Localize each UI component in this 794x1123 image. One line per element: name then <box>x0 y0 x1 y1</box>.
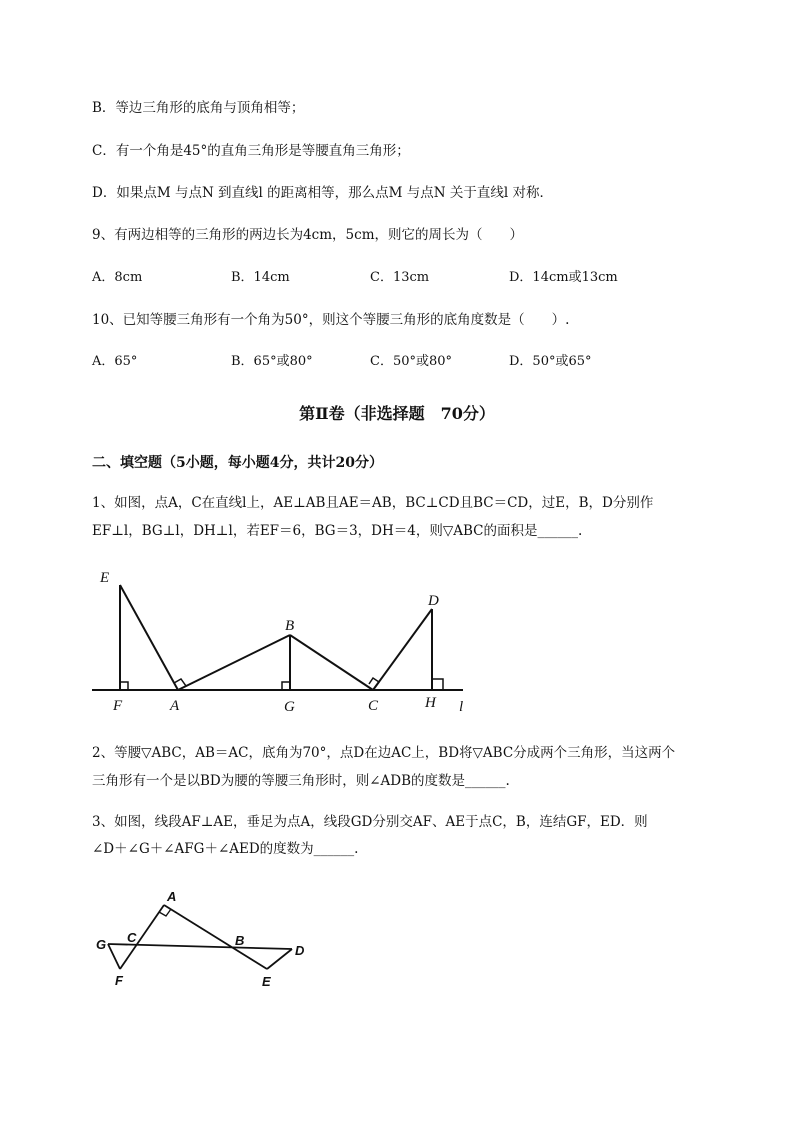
q8-option-c: C．有一个角是45°的直角三角形是等腰直角三角形； <box>92 143 410 159</box>
label-b: B <box>235 933 245 948</box>
part2-title: 第Ⅱ卷（非选择题 70分） <box>299 404 495 423</box>
right-angle-g <box>282 682 290 690</box>
label-a: A <box>170 698 180 714</box>
q10-option-c: C．50°或80° <box>370 354 453 369</box>
q10-option-b: B．65°或80° <box>231 354 313 369</box>
label-e: E <box>262 974 271 989</box>
label-h: H <box>425 695 436 711</box>
fill3-line1: 3、如图，线段AF⊥AE，垂足为点A，线段GD分别交AF、AE于点C，B，连结GF，ED．则 <box>92 814 648 830</box>
label-b: B <box>285 618 295 634</box>
figure-1 <box>88 565 478 715</box>
label-d: D <box>428 593 439 609</box>
label-f: F <box>113 698 123 714</box>
figure-2 <box>92 885 322 995</box>
q9-option-d: D．14cm或13cm <box>509 270 618 285</box>
segment-bc <box>290 635 373 690</box>
q9-stem: 9、有两边相等的三角形的两边长为4cm，5cm，则它的周长为（ ） <box>92 227 523 243</box>
q9-option-a: A．8cm <box>92 270 143 285</box>
fill2-line2: 三角形有一个是以BD为腰的等腰三角形时，则∠ADB的度数是______. <box>92 773 510 789</box>
fill1-line2: EF⊥l，BG⊥l，DH⊥l，若EF＝6，BG＝3，DH＝4，则▽ABC的面积是______. <box>92 523 583 539</box>
label-c: C <box>127 930 137 945</box>
segment-cd <box>373 609 432 690</box>
label-d: D <box>295 943 305 958</box>
label-g: G <box>96 937 107 952</box>
q10-option-a: A．65° <box>92 354 138 369</box>
right-angle-h <box>432 679 443 690</box>
segment-gf <box>108 944 120 969</box>
right-angle-f <box>120 682 128 690</box>
section2-heading: 二、填空题（5小题，每小题4分，共计20分） <box>92 455 383 471</box>
q8-option-d: D．如果点M 与点N 到直线l 的距离相等，那么点M 与点N 关于直线l 对称． <box>92 185 553 201</box>
segment-ed <box>267 949 292 969</box>
label-f: F <box>115 973 123 988</box>
q10-stem: 10、已知等腰三角形有一个角为50°，则这个等腰三角形的底角度数是（ ）. <box>92 312 570 328</box>
segment-ab <box>178 635 290 690</box>
fill3-line2: ∠D＋∠G＋∠AFG＋∠AED的度数为______. <box>92 841 359 857</box>
label-g: G <box>284 699 295 715</box>
q9-option-b: B．14cm <box>231 270 290 285</box>
q10-option-d: D．50°或65° <box>509 354 592 369</box>
q8-option-b: B．等边三角形的底角与顶角相等； <box>92 100 305 116</box>
fill2-line1: 2、等腰▽ABC，AB＝AC，底角为70°，点D在边AC上，BD将▽ABC分成两个三角形，当这两个 <box>92 745 676 761</box>
fill1-line1: 1、如图，点A，C在直线l上，AE⊥AB且AE＝AB，BC⊥CD且BC＝CD，过E，B，D分别作 <box>92 495 654 511</box>
segment-ea <box>120 585 178 690</box>
segment-ae <box>164 905 267 969</box>
label-e: E <box>100 570 110 586</box>
label-l: l <box>459 699 464 715</box>
label-a: A <box>167 889 177 904</box>
label-c: C <box>368 698 379 714</box>
q9-option-c: C．13cm <box>370 270 430 285</box>
